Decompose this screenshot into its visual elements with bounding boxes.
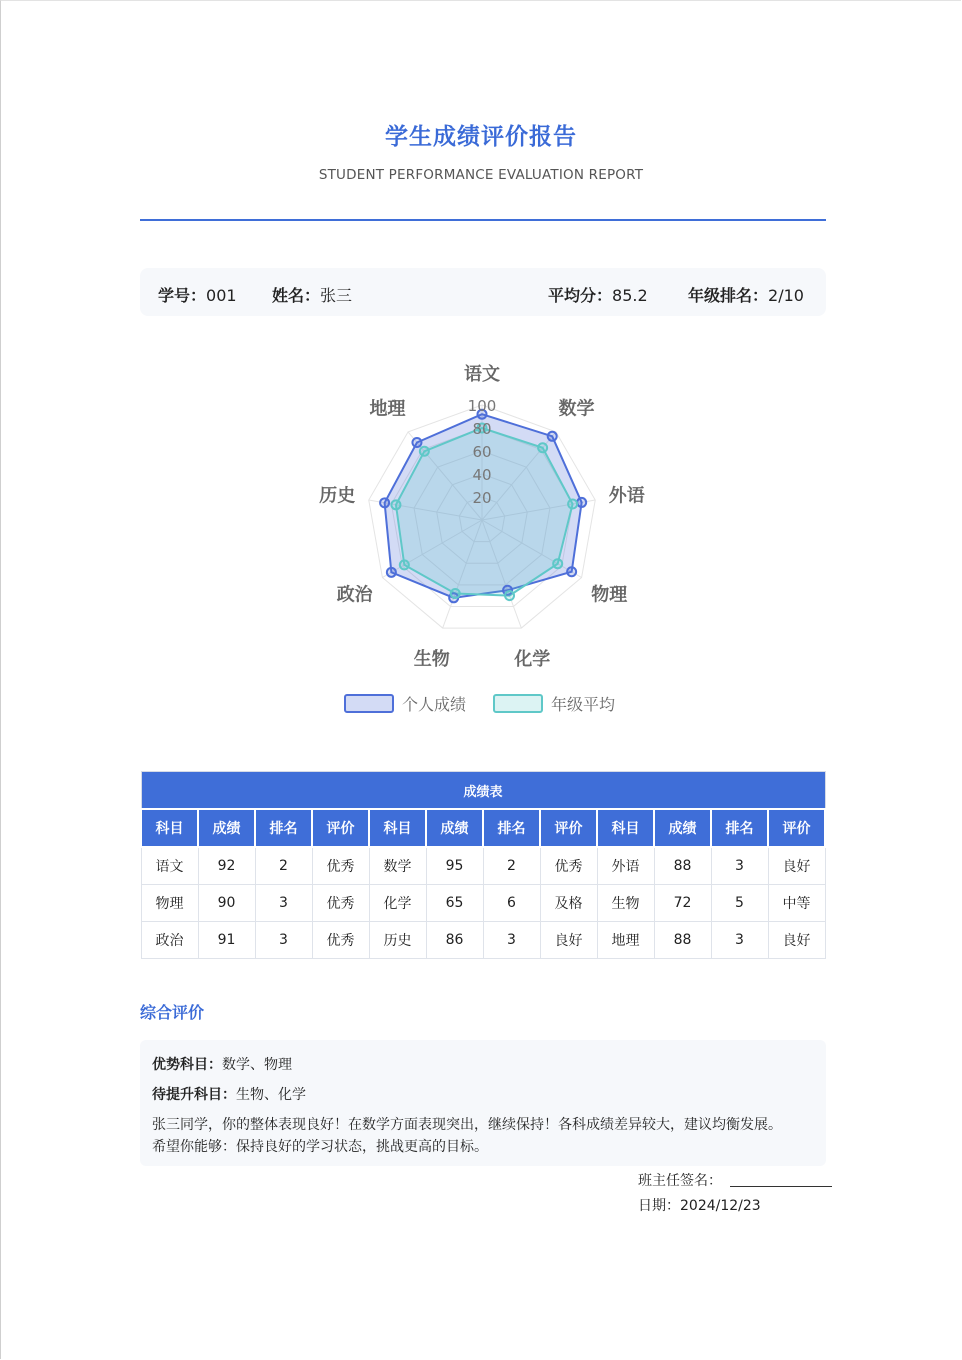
radar-tick-label: 60: [472, 443, 492, 461]
signature-line: [730, 1186, 832, 1187]
table-cell: 88: [654, 847, 711, 885]
table-cell: 3: [711, 922, 768, 959]
grade-rank-label: 年级排名：: [688, 286, 769, 305]
radar-tick-label: 80: [472, 420, 492, 438]
table-cell: 化学: [369, 885, 426, 922]
radar-data-point: [451, 589, 460, 598]
average-score-value: 85.2: [612, 286, 648, 305]
student-id-label: 学号：: [158, 286, 207, 305]
table-cell: 优秀: [312, 885, 369, 922]
legend-swatch: [345, 695, 393, 712]
radar-axis-label: 政治: [336, 584, 373, 606]
radar-axis-label: 外语: [608, 485, 645, 507]
radar-data-point: [380, 498, 389, 507]
average-score: [548, 283, 648, 306]
radar-data-point: [577, 498, 586, 507]
report-date: [638, 1195, 761, 1215]
table-cell: 语文: [141, 847, 198, 885]
table-body: [141, 847, 825, 959]
table-caption-row: [141, 772, 825, 810]
table-cell: 95: [426, 847, 483, 885]
student-info-bar: [140, 268, 826, 316]
average-score-label: 平均分：: [548, 286, 613, 305]
radar-data-point: [567, 567, 576, 576]
radar-tick-label: 40: [472, 466, 492, 484]
table-header-cell: 评价: [312, 809, 369, 847]
table-cell: 生物: [597, 885, 654, 922]
legend-label: 个人成绩: [402, 695, 467, 714]
table-cell: 物理: [141, 885, 198, 922]
title-divider: [140, 219, 826, 221]
table-cell: 政治: [141, 922, 198, 959]
comment-line-2: 希望你能够：保持良好的学习状态，挑战更高的目标。: [152, 1139, 488, 1155]
radar-axis-label: 语文: [464, 364, 500, 385]
table-cell: 历史: [369, 922, 426, 959]
evaluation-section-title: 综合评价: [140, 1003, 205, 1022]
table-header-cell: 成绩: [654, 809, 711, 847]
strength-value: 数学、物理: [222, 1057, 292, 1073]
table-header-row: [141, 809, 825, 847]
table-header-cell: 科目: [369, 809, 426, 847]
table-cell: 2: [483, 847, 540, 885]
table-row: [141, 847, 825, 885]
table-cell: 86: [426, 922, 483, 959]
table-cell: 2: [255, 847, 312, 885]
table-header-cell: 成绩: [426, 809, 483, 847]
radar-data-point: [412, 438, 421, 447]
table-cell: 72: [654, 885, 711, 922]
table-cell: 88: [654, 922, 711, 959]
table-cell: 3: [255, 885, 312, 922]
table-cell: 5: [711, 885, 768, 922]
student-id: [158, 283, 237, 306]
student-name-value: 张三: [320, 286, 353, 305]
improve-value: 生物、化学: [236, 1087, 306, 1103]
table-row: [141, 922, 825, 959]
student-id-value: 001: [206, 286, 237, 305]
table-cell: 良好: [540, 922, 597, 959]
radar-data-point: [568, 500, 577, 509]
radar-tick-label: 20: [472, 489, 492, 507]
table-cell: 91: [198, 922, 255, 959]
teacher-signature: [638, 1170, 832, 1190]
table-cell: 65: [426, 885, 483, 922]
student-name: [272, 283, 352, 306]
table-cell: 及格: [540, 885, 597, 922]
improve-subjects: [152, 1084, 306, 1104]
table-header-cell: 评价: [768, 809, 825, 847]
radar-data-point: [400, 560, 409, 569]
table-cell: 92: [198, 847, 255, 885]
score-table-container: [140, 771, 826, 959]
table-header-cell: 排名: [711, 809, 768, 847]
radar-axis-label: 历史: [319, 485, 356, 507]
table-cell: 优秀: [312, 847, 369, 885]
student-name-label: 姓名：: [272, 286, 321, 305]
radar-data-point: [420, 447, 429, 456]
score-table: [140, 771, 826, 959]
legend-swatch: [494, 695, 542, 712]
table-cell: 3: [255, 922, 312, 959]
improve-label: 待提升科目：: [152, 1087, 236, 1103]
strength-label: 优势科目：: [152, 1057, 222, 1073]
table-header-cell: 成绩: [198, 809, 255, 847]
table-cell: 地理: [597, 922, 654, 959]
table-header-cell: 排名: [483, 809, 540, 847]
table-cell: 3: [483, 922, 540, 959]
date-value: 2024/12/23: [680, 1198, 761, 1214]
radar-axis-label: 生物: [413, 649, 450, 671]
radar-data-point: [387, 568, 396, 577]
table-row: [141, 885, 825, 922]
table-cell: 3: [711, 847, 768, 885]
table-cell: 良好: [768, 922, 825, 959]
table-cell: 中等: [768, 885, 825, 922]
radar-chart-svg: [240, 340, 722, 740]
strength-subjects: [152, 1054, 292, 1074]
grade-rank-value: 2/10: [768, 286, 804, 305]
radar-data-point: [505, 591, 514, 600]
table-header-cell: 科目: [141, 809, 198, 847]
table-cell: 良好: [768, 847, 825, 885]
table-cell: 优秀: [312, 922, 369, 959]
table-cell: 优秀: [540, 847, 597, 885]
table-cell: 外语: [597, 847, 654, 885]
table-header-cell: 科目: [597, 809, 654, 847]
radar-axis-label: 化学: [514, 649, 551, 671]
radar-axis-label: 物理: [591, 584, 628, 606]
table-caption: 成绩表: [141, 772, 825, 810]
table-header-cell: 评价: [540, 809, 597, 847]
grade-rank: [688, 283, 804, 306]
report-subtitle: STUDENT PERFORMANCE EVALUATION REPORT: [318, 167, 644, 183]
table-cell: 6: [483, 885, 540, 922]
teacher-signature-label: 班主任签名：: [638, 1173, 722, 1189]
table-header-cell: 排名: [255, 809, 312, 847]
radar-axis-label: 地理: [369, 398, 406, 420]
legend-label: 年级平均: [551, 695, 616, 714]
table-cell: 数学: [369, 847, 426, 885]
evaluation-box: [140, 1040, 826, 1166]
radar-data-point: [553, 559, 562, 568]
date-label: 日期：: [638, 1198, 680, 1214]
table-cell: 90: [198, 885, 255, 922]
radar-data-point: [391, 500, 400, 509]
radar-tick-label: 100: [467, 397, 497, 415]
radar-chart: [240, 340, 722, 740]
radar-axis-label: 数学: [558, 398, 595, 420]
comment-line-1: 张三同学，你的整体表现良好！在数学方面表现突出，继续保持！各科成绩差异较大，建议均衡发展。: [152, 1117, 782, 1133]
radar-data-point: [548, 432, 557, 441]
radar-data-point: [538, 443, 547, 452]
report-title: 学生成绩评价报告: [385, 124, 577, 150]
